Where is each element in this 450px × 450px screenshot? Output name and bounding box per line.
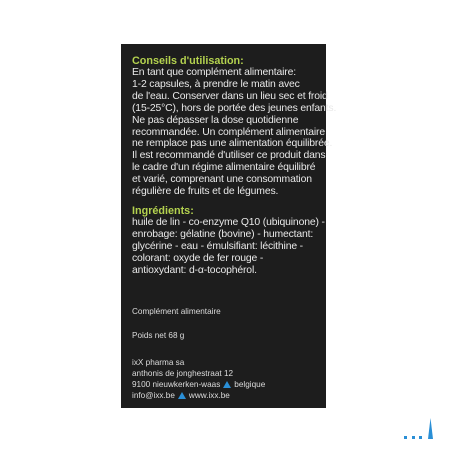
usage-line: En tant que complément alimentaire: [132,67,296,78]
ingredients-heading: Ingrédients: [132,204,194,217]
usage-line: 1-2 capsules, à prendre le matin avec [132,78,300,90]
email: info@ixx.be [132,391,175,400]
usage-line: de l'eau. Conserver dans un lieu sec et froid [132,90,328,102]
website: www.ixx.be [188,391,230,400]
city: 9100 nieuwkerken-waas [132,380,221,389]
street-address: anthonis de jonghestraat 12 [132,369,234,378]
ingredients-line: antioxydant: d-α-tocophérol. [132,264,257,276]
company-name: ixX pharma sa [132,358,185,367]
usage-line: le cadre d'un régime alimentaire équilibré [132,162,316,174]
usage-line: (15-25°C), hors de portée des jeunes enfants. [132,102,337,114]
usage-line: ne remplace pas une alimentation équilibrée. [132,138,333,150]
usage-line: Ne pas dépasser la dose quotidienne [132,114,299,126]
ingredients-line: colorant: oxyde de fer rouge - [132,252,264,264]
blue-triangle-icon [178,392,186,399]
product-label-panel [121,44,337,408]
usage-line: Il est recommandé d'utiliser ce produit dans [132,150,326,162]
city-country [132,379,318,390]
company-address [132,357,318,401]
blue-triangle-icon [223,381,231,388]
logo-spike [428,418,433,439]
usage-text [132,67,337,198]
net-weight: Poids net 68 g [132,331,185,340]
contact-line [132,390,318,401]
ingredients-line: glycérine - eau - émulsifiant: lécithine - [132,240,303,252]
product-type: Complément alimentaire [132,307,221,316]
ingredients-line: huile de lin - co-enzyme Q10 (ubiquinone) - [132,216,325,228]
country: belgique [234,380,266,389]
product-type-block [132,306,318,317]
usage-line: régulière de fruits et de légumes. [132,186,279,198]
usage-line: et varié, comprenant une consommation [132,174,312,186]
usage-heading: Conseils d'utilisation: [132,55,244,67]
logo-dot [412,436,415,439]
net-weight-block [132,330,318,341]
logo-dot [404,436,407,439]
ingredients-text [132,216,325,277]
ixx-logo-icon [402,415,436,441]
logo-dot [419,436,422,439]
ingredients-line: enrobage: gélatine (bovine) - humectant: [132,228,314,240]
usage-line: recommandée. Un complément alimentaire [132,126,325,138]
